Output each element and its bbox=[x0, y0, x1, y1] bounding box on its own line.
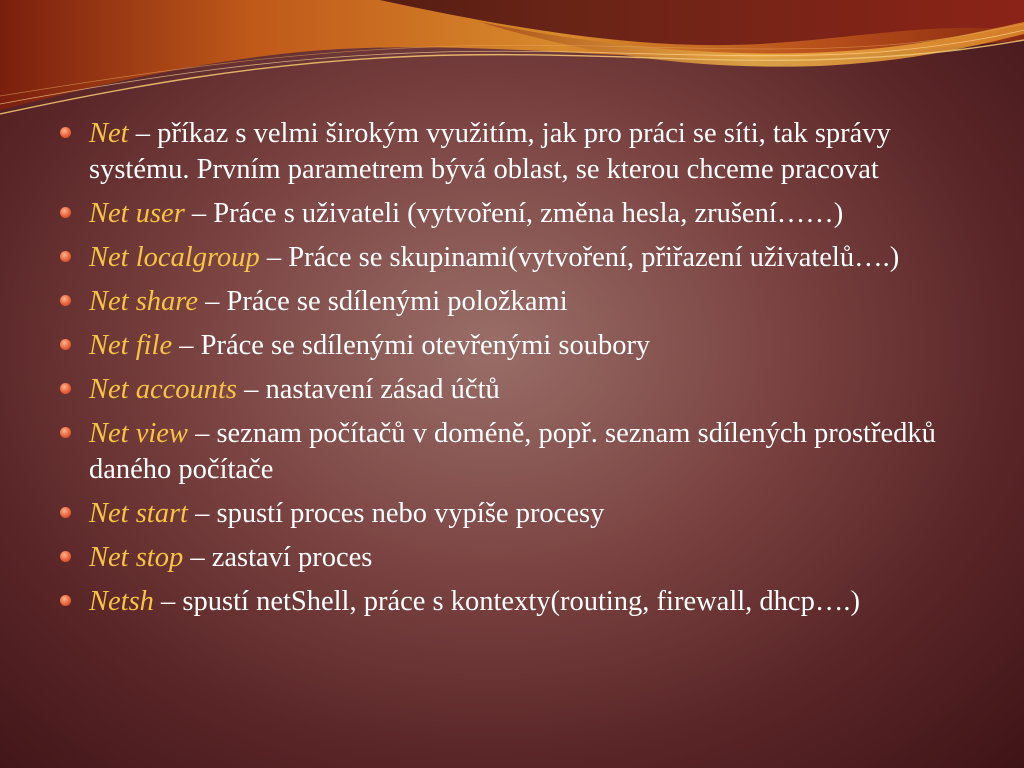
command-description: – příkaz s velmi širokým využitím, jak pro práci se síti, tak správy systému. Prvním parametrem bývá oblast, se kterou chceme pracovat bbox=[89, 118, 891, 185]
command-keyword: Net file bbox=[89, 330, 173, 361]
bullet-list bbox=[60, 116, 970, 620]
list-item bbox=[60, 240, 970, 276]
command-description: – zastaví proces bbox=[183, 542, 373, 573]
list-item bbox=[60, 116, 970, 188]
bullet-icon bbox=[60, 507, 71, 518]
list-item bbox=[60, 328, 970, 364]
command-keyword: Netsh bbox=[89, 586, 154, 617]
command-keyword: Net localgroup bbox=[89, 242, 260, 273]
command-description: – Práce s uživateli (vytvoření, změna hesla, zrušení……) bbox=[184, 198, 844, 229]
command-description: – seznam počítačů v doméně, popř. seznam sdílených prostředků daného počítače bbox=[89, 418, 936, 485]
bullet-list-container bbox=[60, 116, 970, 628]
list-item bbox=[60, 196, 970, 232]
list-item bbox=[60, 584, 970, 620]
bullet-icon bbox=[60, 551, 71, 562]
bullet-icon bbox=[60, 295, 71, 306]
bullet-icon bbox=[60, 595, 71, 606]
command-keyword: Net stop bbox=[89, 542, 184, 573]
bullet-icon bbox=[60, 127, 71, 138]
command-keyword: Net share bbox=[89, 286, 198, 317]
command-keyword: Net start bbox=[89, 498, 188, 529]
command-description: – Práce se sdílenými položkami bbox=[197, 286, 568, 317]
command-description: – spustí proces nebo vypíše procesy bbox=[187, 498, 605, 529]
list-item bbox=[60, 284, 970, 320]
bullet-icon bbox=[60, 207, 71, 218]
command-description: – nastavení zásad účtů bbox=[237, 374, 500, 405]
list-item bbox=[60, 416, 970, 488]
command-keyword: Net bbox=[89, 118, 129, 149]
command-keyword: Net view bbox=[89, 418, 188, 449]
list-item bbox=[60, 496, 970, 532]
command-description: – Práce se skupinami(vytvoření, přiřazení uživatelů….) bbox=[259, 242, 900, 273]
list-item bbox=[60, 540, 970, 576]
bullet-icon bbox=[60, 383, 71, 394]
command-keyword: Net user bbox=[89, 198, 185, 229]
command-description: – Práce se sdílenými otevřenými soubory bbox=[172, 330, 651, 361]
command-description: – spustí netShell, práce s kontexty(routing, firewall, dhcp….) bbox=[153, 586, 860, 617]
list-item bbox=[60, 372, 970, 408]
bullet-icon bbox=[60, 251, 71, 262]
command-keyword: Net accounts bbox=[89, 374, 238, 405]
bullet-icon bbox=[60, 339, 71, 350]
bullet-icon bbox=[60, 427, 71, 438]
